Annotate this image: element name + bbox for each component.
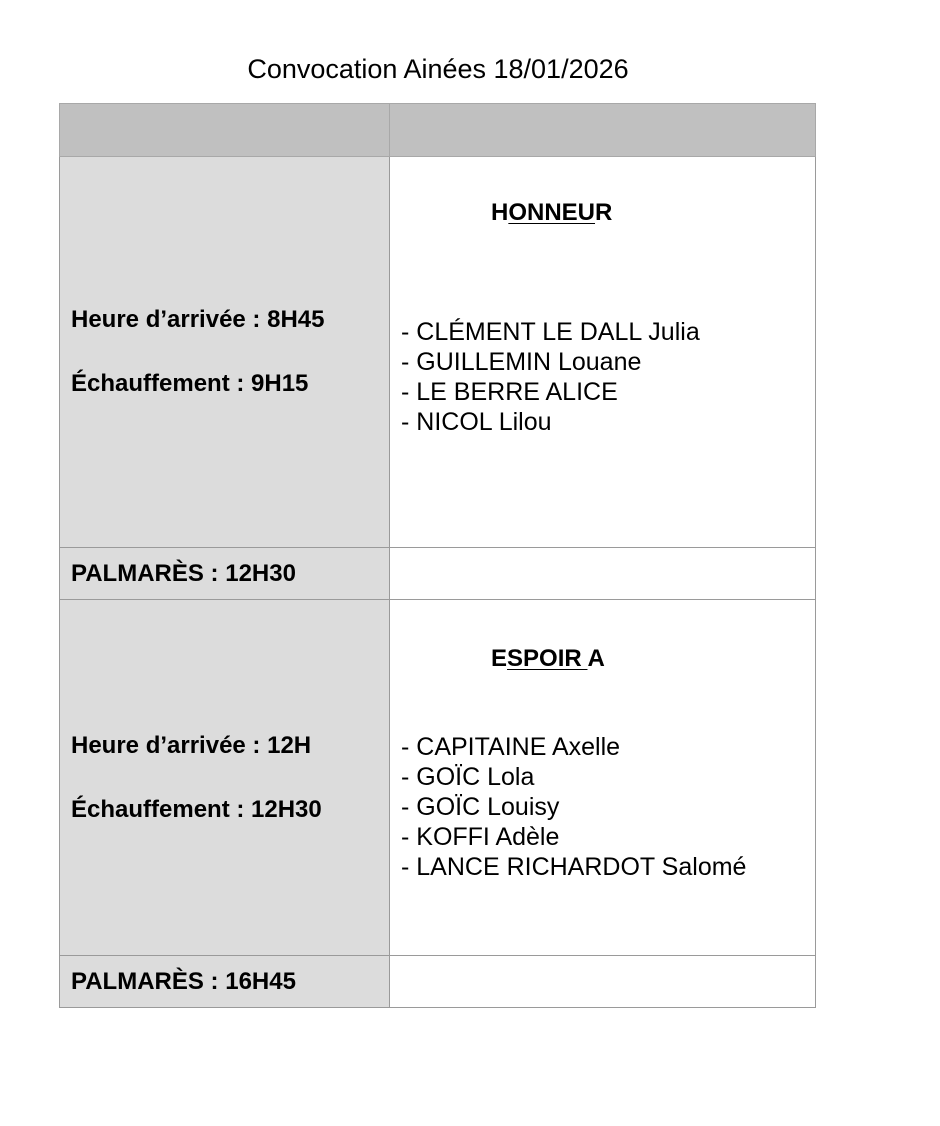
member-list-honneur — [390, 228, 815, 437]
empty-cell — [390, 548, 816, 600]
member-list-espoir-a — [390, 674, 815, 882]
category-title-initial: H — [491, 199, 509, 226]
table-row-palmares-2 — [60, 956, 816, 1008]
list-item: - CAPITAINE Axelle — [401, 733, 621, 761]
table-row-honneur — [60, 157, 816, 548]
category-title-espoir-a — [390, 600, 815, 674]
table-row-espoir-a — [60, 600, 816, 956]
category-title-honneur — [390, 157, 815, 228]
group-cell-espoir-a — [390, 600, 816, 956]
arrival-time: Heure d’arrivée : 12H — [71, 731, 312, 759]
palmares-time: PALMARÈS : 12H30 — [60, 548, 390, 600]
list-item: - CLÉMENT LE DALL Julia — [401, 318, 700, 346]
list-item: - NICOL Lilou — [401, 408, 552, 436]
list-item: - LANCE RICHARDOT Salomé — [401, 853, 747, 881]
list-item: - GOÏC Louisy — [401, 793, 560, 821]
list-item: - GUILLEMIN Louane — [401, 348, 642, 376]
list-item: - KOFFI Adèle — [401, 823, 560, 851]
empty-cell — [390, 956, 816, 1008]
category-title-end: A — [587, 645, 605, 672]
schedule-cell-espoir-a — [60, 600, 390, 956]
page-title: Convocation Ainées 18/01/2026 — [247, 54, 629, 84]
palmares-time: PALMARÈS : 16H45 — [60, 956, 390, 1008]
category-title-end: R — [595, 199, 613, 226]
header-cell-left — [60, 104, 390, 157]
warmup-time: Échauffement : 9H15 — [71, 370, 309, 397]
table-row-palmares-1 — [60, 548, 816, 600]
table-header-row — [60, 104, 816, 157]
arrival-time: Heure d’arrivée : 8H45 — [71, 306, 325, 333]
list-item: - GOÏC Lola — [401, 763, 535, 791]
category-title-underlined: ONNEU — [508, 199, 596, 226]
category-title-underlined: SPOIR — [507, 645, 588, 672]
category-title-initial: E — [491, 645, 508, 672]
list-item: - LE BERRE ALICE — [401, 378, 618, 406]
warmup-time: Échauffement : 12H30 — [71, 795, 322, 823]
header-cell-right — [390, 104, 816, 157]
convocation-table — [59, 103, 816, 1008]
schedule-cell-honneur — [60, 157, 390, 548]
group-cell-honneur — [390, 157, 816, 548]
